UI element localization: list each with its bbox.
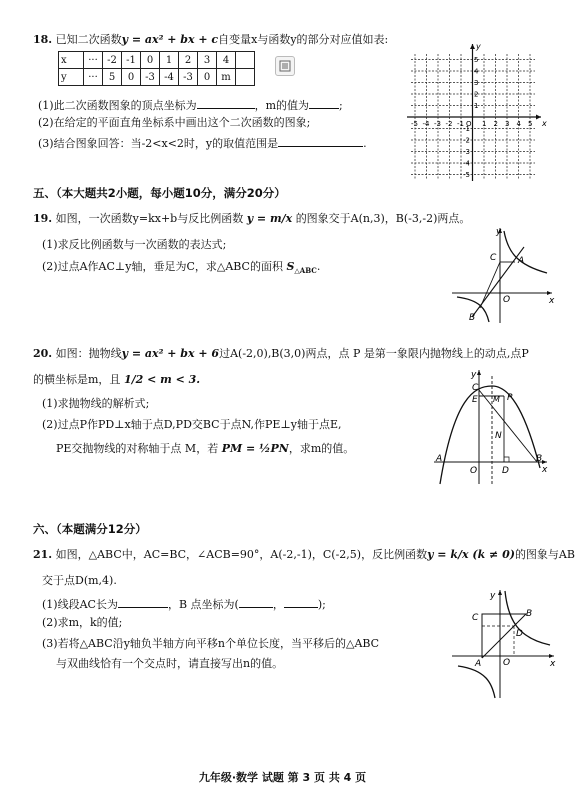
q18-coordinate-grid [403, 40, 548, 182]
q19-formula: y = m/x [246, 212, 293, 225]
tick-label: 3 [505, 120, 510, 128]
axis-x-label: x [550, 659, 556, 669]
q19-p2-end: . [316, 260, 321, 273]
q20-inequality: 1/2 < m < 3. [123, 373, 201, 386]
axis-x-label: x [549, 296, 555, 306]
q21-line2: 交于点D(m,4). [42, 574, 117, 587]
q18-part1 [38, 97, 343, 113]
point-b-label: B [536, 454, 543, 464]
q20-text-a: 如图：抛物线 [55, 347, 122, 360]
q21-p1-comma: ， [272, 598, 284, 611]
table-cell: ··· [84, 69, 103, 86]
q20-figure [432, 368, 550, 486]
q19-part2 [42, 260, 320, 278]
table-row-x [59, 52, 255, 69]
section-5-heading: 五、（本大题共2小题，每小题10分，满分20分） [33, 186, 286, 200]
point-a-label: A [518, 256, 525, 266]
tick-label: -1 [463, 125, 470, 133]
q20-p2-end: ，求m的值。 [288, 442, 355, 455]
q18-p1-end: ; [339, 99, 343, 112]
table-cell: -4 [160, 69, 179, 86]
q20-line2 [33, 373, 200, 387]
table-cell: 0 [141, 52, 160, 69]
q18-formula: y = ax² + bx + c [121, 33, 219, 46]
point-b-label: B [469, 313, 476, 323]
tick-label: O [466, 120, 472, 128]
axis-x-label: x [542, 119, 547, 128]
q18-line1 [33, 33, 388, 47]
q18-number: 18. [33, 33, 53, 46]
axis-y-label: y [476, 42, 481, 51]
x-axis-arrow [542, 460, 547, 464]
tick-label: -4 [463, 159, 470, 168]
x-axis-arrow [536, 115, 541, 120]
q19-line1 [33, 212, 470, 226]
q18-text-a: 已知二次函数 [55, 33, 122, 46]
q19-number: 19. [33, 212, 53, 225]
q21-p1-text-b: ，B 点坐标为( [167, 598, 239, 611]
q18-p1-text-b: ，m的值为 [254, 99, 310, 112]
table-cell: -1 [122, 52, 141, 69]
q19-figure [452, 225, 557, 325]
section-6-heading: 六、（本题满分12分） [33, 522, 147, 536]
point-b-label: B [526, 609, 533, 619]
q21-part3: (3)若将△ABC沿y轴负半轴方向平移n个单位长度，当平移后的△ABC [42, 637, 380, 650]
tick-label: -2 [445, 120, 453, 128]
q20-part2: (2)过点P作PD⊥x轴于点D,PD交BC于点N,作PE⊥y轴于点E, [42, 418, 342, 431]
answer-blank[interactable] [118, 596, 168, 608]
q21-text-a: 如图，△ABC中，AC=BC，∠ACB=90°，A(-2,-1)，C(-2,5)，反比例函数 [55, 548, 428, 561]
table-cell [236, 52, 255, 69]
q21-number: 21. [33, 548, 53, 561]
point-c-label: C [472, 383, 479, 393]
table-cell: 4 [217, 52, 236, 69]
answer-blank[interactable] [278, 135, 363, 147]
q21-part3-cont: 与双曲线恰有一个交点时，请直接写出n的值。 [56, 657, 284, 670]
answer-blank[interactable] [284, 596, 318, 608]
q18-p1-text: (1)此二次函数图象的顶点坐标为 [38, 99, 197, 112]
hyperbola-branch-lower [458, 666, 495, 698]
tick-label: -5 [411, 120, 418, 128]
answer-blank[interactable] [197, 97, 255, 109]
tick-label: 1 [474, 102, 479, 110]
q21-figure [450, 588, 558, 700]
table-cell: 5 [103, 69, 122, 86]
table-cell: 3 [198, 52, 217, 69]
origin-label: O [470, 466, 478, 476]
q20-line1 [33, 347, 529, 361]
axis-y-label: y [490, 591, 496, 601]
tick-label: -4 [422, 120, 430, 128]
point-m-label: M [493, 395, 500, 404]
point-e-label: E [472, 395, 478, 405]
hyperbola-branch-upper [504, 231, 547, 273]
q20-condition: PM = ½PN [221, 442, 289, 455]
q18-p3-end: . [363, 137, 367, 150]
tick-label: -2 [463, 136, 470, 145]
table-cell: 0 [122, 69, 141, 86]
q19-area-subscript: △ABC [294, 266, 317, 276]
q18-part2: (2)在给定的平面直角坐标系中画出这个二次函数的图象; [38, 116, 311, 129]
tick-label: 5 [474, 56, 479, 64]
x-axis-arrow [547, 291, 552, 295]
segment-cb [480, 262, 500, 308]
tick-label: -3 [434, 120, 441, 128]
q21-p1-text: (1)线段AC长为 [42, 598, 118, 611]
origin-label: O [503, 658, 511, 668]
point-d-label: D [502, 466, 509, 476]
tick-label: 4 [474, 67, 479, 76]
q21-line1 [33, 548, 575, 562]
table-cell [236, 69, 255, 86]
q19-area-symbol: S [286, 260, 295, 273]
tick-label: -5 [463, 171, 470, 179]
q19-part1: (1)求反比例函数与一次函数的表达式; [42, 238, 227, 251]
tick-label: 4 [516, 120, 521, 128]
table-cell: -3 [179, 69, 198, 86]
point-c-label: C [490, 253, 497, 263]
q21-text-b: 的图象与AB [514, 548, 575, 561]
scan-icon[interactable] [275, 56, 295, 76]
q21-part2: (2)求m，k的值; [42, 616, 123, 629]
table-cell: 1 [160, 52, 179, 69]
axis-y-label: y [471, 370, 477, 380]
linear-function-line [472, 247, 524, 317]
table-cell: -3 [141, 69, 160, 86]
y-axis-arrow [470, 44, 475, 49]
point-n-label: N [495, 431, 502, 441]
q18-part3 [38, 135, 367, 151]
q19-p2-text: (2)过点A作AC⊥y轴，垂足为C，求△ABC的面积 [42, 260, 283, 273]
x-axis-arrow [549, 654, 554, 658]
origin-label: O [503, 295, 511, 305]
point-a-label: A [436, 454, 443, 464]
parabola [440, 386, 543, 484]
q18-value-table [58, 51, 255, 86]
page-footer: 九年级·数学 试题 第 3 页 共 4 页 [198, 771, 367, 784]
q21-p1-end: ); [317, 598, 326, 611]
point-d-label: D [516, 629, 523, 639]
table-cell: 0 [198, 69, 217, 86]
answer-blank[interactable] [309, 97, 339, 109]
axis-y-label: y [496, 227, 502, 237]
answer-blank[interactable] [239, 596, 273, 608]
q20-part1: (1)求抛物线的解析式; [42, 397, 150, 410]
table-cell: m [217, 69, 236, 86]
tick-label: 5 [528, 120, 533, 128]
table-cell: x [59, 52, 84, 69]
q20-p2-text: PE交抛物线的对称轴于点 M，若 [56, 442, 219, 455]
table-cell: 2 [179, 52, 198, 69]
q19-text-a: 如图，一次函数y=kx+b与反比例函数 [55, 212, 244, 225]
tick-label: -3 [463, 148, 470, 156]
table-cell: -2 [103, 52, 122, 69]
q21-formula: y = k/x (k ≠ 0) [427, 548, 515, 561]
table-cell: ··· [84, 52, 103, 69]
point-p-label: P [507, 393, 513, 403]
tick-label: -1 [457, 120, 464, 128]
point-c-label: C [472, 613, 479, 623]
y-axis-arrow [498, 590, 502, 595]
table-cell: y [59, 69, 84, 86]
table-row-y [59, 69, 255, 86]
q18-p3-text: (3)结合图象回答：当-2<x<2时，y的取值范围是 [38, 137, 279, 150]
right-angle-mark [504, 457, 509, 462]
y-axis-arrow [477, 370, 481, 375]
q21-part1 [42, 596, 326, 612]
q18-text-b: 自变量x与函数y的部分对应值如表: [218, 33, 389, 46]
q20-line2-text: 的横坐标是m，且 [33, 373, 121, 386]
tick-label: 1 [482, 120, 487, 128]
tick-label: 3 [474, 79, 479, 87]
q20-part2-cont [56, 442, 354, 456]
tick-label: 2 [493, 120, 498, 128]
axis-x-label: x [542, 465, 548, 475]
q20-number: 20. [33, 347, 53, 360]
q20-text-b: 过A(-2,0),B(3,0)两点，点 P 是第一象限内抛物线上的动点,点P [219, 347, 529, 360]
point-a-label: A [475, 659, 482, 669]
q19-text-b: 的图象交于A(n,3)，B(-3,-2)两点。 [295, 212, 471, 225]
x-tick-labels [411, 120, 532, 128]
tick-label: 2 [474, 90, 479, 99]
q20-formula: y = ax² + bx + 6 [121, 347, 220, 360]
